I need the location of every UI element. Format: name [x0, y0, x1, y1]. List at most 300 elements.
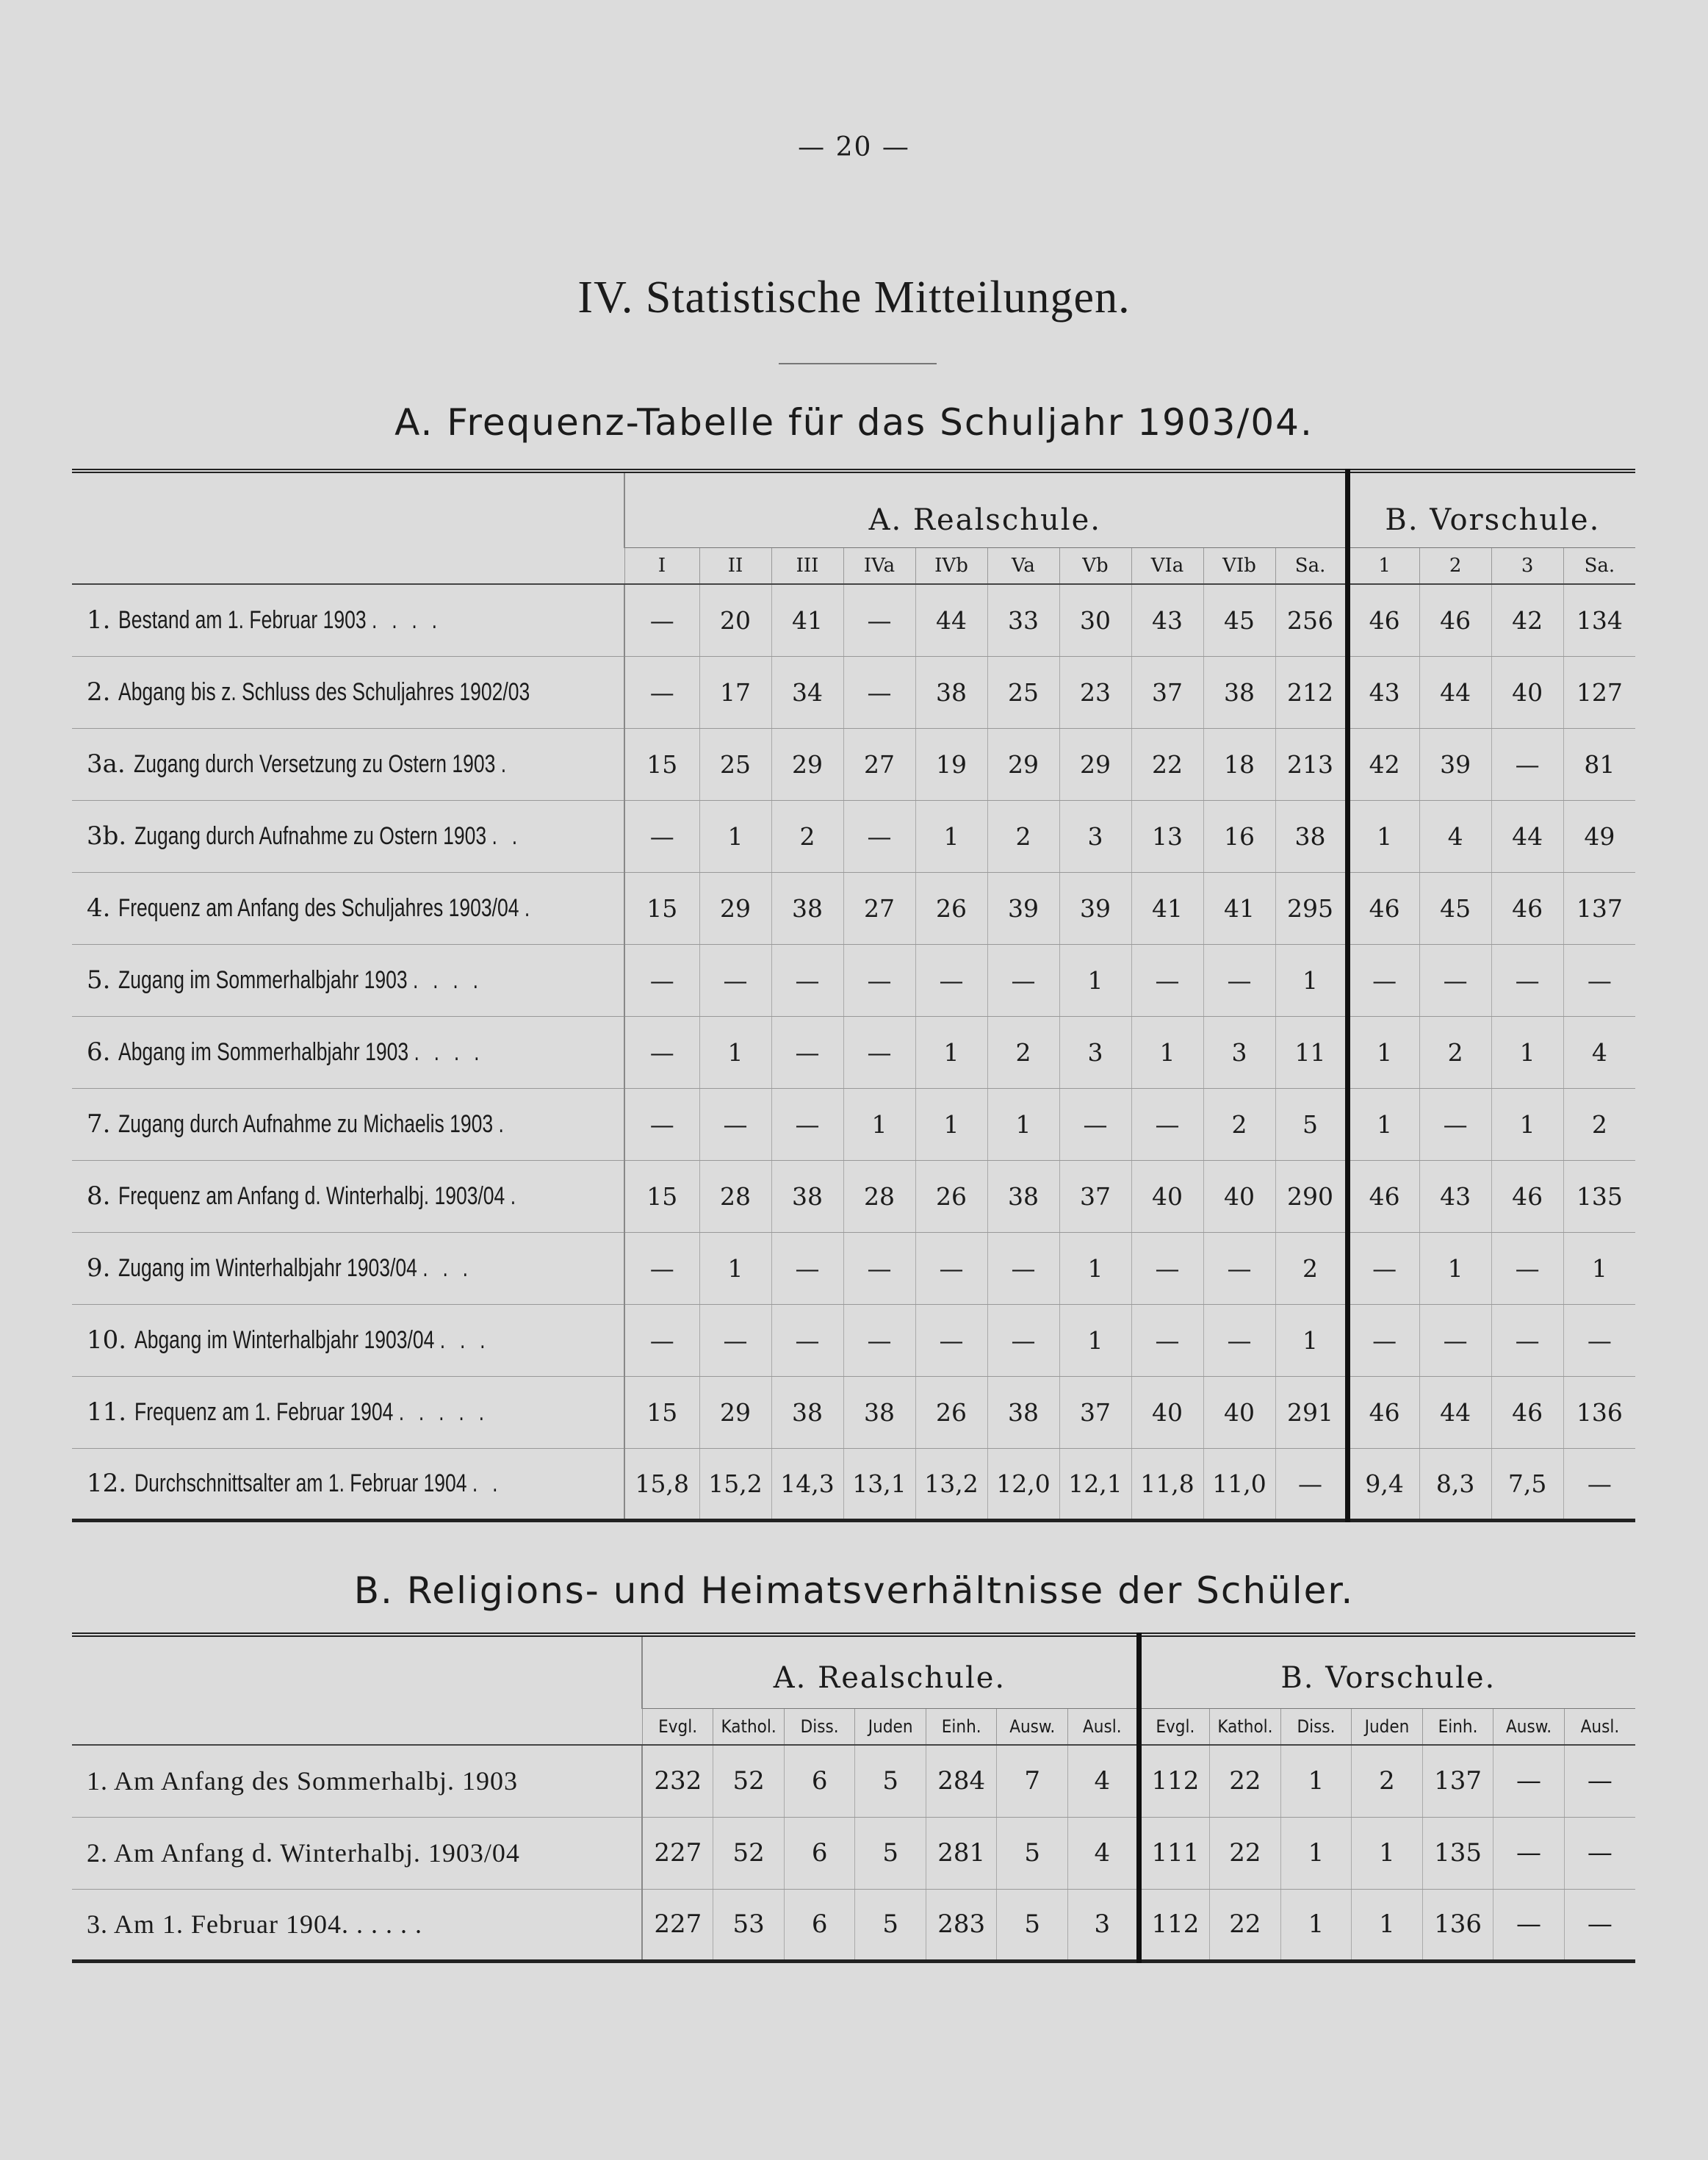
table-cell: 39	[1419, 728, 1491, 800]
row-leader-dots: .	[525, 894, 535, 922]
table-cell: 53	[713, 1889, 785, 1961]
table-cell: 1	[699, 1016, 771, 1088]
row-label-name: Durchschnittsalter am 1. Februar 1904	[134, 1469, 467, 1497]
table-cell: 1	[1059, 1232, 1131, 1304]
table-cell: 2	[771, 800, 843, 872]
row-label-name: Zugang im Winterhalbjahr 1903/04	[118, 1254, 418, 1282]
row-label-text	[134, 822, 522, 851]
table-row	[72, 1448, 1635, 1520]
table-cell: 5	[855, 1889, 926, 1961]
table-cell: 20	[699, 584, 771, 656]
table-row	[72, 728, 1635, 800]
table-cell: 30	[1059, 584, 1131, 656]
table-cell: 127	[1563, 656, 1635, 728]
table-cell: 28	[699, 1160, 771, 1232]
row-label-text	[118, 606, 442, 635]
row-label-text	[134, 1469, 502, 1498]
column-header: Juden	[855, 1708, 926, 1745]
table-cell: 25	[987, 656, 1059, 728]
table-cell: —	[987, 1232, 1059, 1304]
table-cell: 256	[1275, 584, 1347, 656]
table-cell: 28	[843, 1160, 915, 1232]
table-cell: 38	[771, 1376, 843, 1448]
table-cell: 43	[1347, 656, 1419, 728]
column-header: Evgl.	[642, 1708, 713, 1745]
table-cell: 38	[915, 656, 987, 728]
row-leader-dots: .	[500, 750, 511, 778]
table-cell: 136	[1422, 1889, 1493, 1961]
religion-table-label-header	[72, 1708, 642, 1745]
table-cell: —	[1491, 1232, 1563, 1304]
table-row	[72, 872, 1635, 944]
column-header: Kathol.	[1210, 1708, 1281, 1745]
table-cell: 135	[1563, 1160, 1635, 1232]
row-label	[72, 1088, 624, 1160]
column-header: Evgl.	[1139, 1708, 1210, 1745]
realschule-group-header: A. Realschule.	[624, 471, 1347, 547]
table-cell: —	[699, 1088, 771, 1160]
table-cell: 26	[915, 1160, 987, 1232]
table-cell: 12,0	[987, 1448, 1059, 1520]
table-cell: —	[1347, 944, 1419, 1016]
religion-table-title: B. Religions- und Heimatsverhältnisse der Schüler.	[353, 1569, 1355, 1612]
table-cell: 19	[915, 728, 987, 800]
row-index: 7.	[87, 1109, 111, 1139]
table-cell: —	[624, 1232, 699, 1304]
row-leader-dots: . . .	[422, 1254, 473, 1282]
table-cell: 25	[699, 728, 771, 800]
table-cell: 1	[1059, 944, 1131, 1016]
table-cell: 46	[1491, 1376, 1563, 1448]
table-cell: 15	[624, 728, 699, 800]
table-cell: —	[1275, 1448, 1347, 1520]
column-header: Sa.	[1563, 547, 1635, 584]
frequency-table-title: A. Frequenz-Tabelle für das Schuljahr 1903/04.	[394, 401, 1314, 444]
table-cell: 38	[1203, 656, 1275, 728]
table-cell: 17	[699, 656, 771, 728]
table-cell: 40	[1491, 656, 1563, 728]
table-cell: —	[1491, 1304, 1563, 1376]
table-cell: 46	[1419, 584, 1491, 656]
row-label-text	[118, 678, 530, 707]
table-row	[72, 656, 1635, 728]
column-header: IVa	[843, 547, 915, 584]
table-cell: 136	[1563, 1376, 1635, 1448]
table-cell: 45	[1203, 584, 1275, 656]
table-cell: 38	[987, 1160, 1059, 1232]
table-cell: —	[699, 944, 771, 1016]
table-cell: —	[843, 1232, 915, 1304]
table-cell: 29	[771, 728, 843, 800]
table-cell: 4	[1068, 1817, 1139, 1889]
table-cell: 4	[1068, 1745, 1139, 1817]
table-cell: 134	[1563, 584, 1635, 656]
table-cell: 232	[642, 1745, 713, 1817]
row-label-text	[118, 966, 483, 995]
row-leader-dots: . . . . .	[398, 1398, 489, 1426]
row-index: 10.	[87, 1325, 127, 1355]
frequency-table	[72, 469, 1635, 1522]
table-cell: 3	[1059, 1016, 1131, 1088]
row-leader-dots: . . . .	[413, 966, 483, 994]
table-cell: 8,3	[1419, 1448, 1491, 1520]
row-label	[72, 800, 624, 872]
table-cell: —	[624, 1088, 699, 1160]
row-label-name: Bestand am 1. Februar 1903	[118, 606, 367, 635]
row-index: 12.	[87, 1469, 127, 1498]
column-header: Sa.	[1275, 547, 1347, 584]
column-header: Diss.	[1280, 1708, 1352, 1745]
table-cell: 1	[1275, 1304, 1347, 1376]
table-cell: 1	[915, 1088, 987, 1160]
column-header: Va	[987, 547, 1059, 584]
column-header: II	[699, 547, 771, 584]
table-cell: 12,1	[1059, 1448, 1131, 1520]
column-header: Einh.	[926, 1708, 997, 1745]
table-cell: —	[1131, 1088, 1203, 1160]
table-cell: —	[987, 944, 1059, 1016]
table-cell: 1	[1059, 1304, 1131, 1376]
table-cell: 23	[1059, 656, 1131, 728]
row-label	[72, 1232, 624, 1304]
table-cell: —	[987, 1304, 1059, 1376]
table-cell: —	[1419, 944, 1491, 1016]
table-cell: 26	[915, 872, 987, 944]
vorschule-group-header: B. Vorschule.	[1347, 471, 1635, 547]
table-cell: —	[624, 584, 699, 656]
table-cell: —	[915, 1304, 987, 1376]
table-cell: 135	[1422, 1817, 1493, 1889]
table-cell: 1	[1280, 1889, 1352, 1961]
table-cell: 11	[1275, 1016, 1347, 1088]
column-header: 1	[1347, 547, 1419, 584]
table-cell: —	[1491, 728, 1563, 800]
table-cell: —	[624, 656, 699, 728]
table-cell: —	[843, 656, 915, 728]
row-label-name: Zugang durch Versetzung zu Ostern 1903	[133, 750, 495, 778]
row-label-name: Abgang im Sommerhalbjahr 1903	[118, 1038, 409, 1066]
vorschule-group-header-b: B. Vorschule.	[1139, 1635, 1635, 1708]
row-label-name: Zugang im Sommerhalbjahr 1903	[118, 966, 408, 994]
table-cell: 6	[784, 1889, 855, 1961]
table-cell: 27	[843, 872, 915, 944]
table-cell: 290	[1275, 1160, 1347, 1232]
row-label	[72, 728, 624, 800]
table-cell: 13,1	[843, 1448, 915, 1520]
table-cell: 213	[1275, 728, 1347, 800]
table-cell: 4	[1563, 1016, 1635, 1088]
table-cell: —	[624, 800, 699, 872]
table-cell: 212	[1275, 656, 1347, 728]
table-cell: —	[1493, 1889, 1565, 1961]
table-cell: 1	[1563, 1232, 1635, 1304]
table-cell: 1	[1275, 944, 1347, 1016]
table-cell: 1	[1491, 1016, 1563, 1088]
row-label: 2. Am Anfang d. Winterhalbj. 1903/04	[72, 1817, 642, 1889]
table-cell: 37	[1059, 1376, 1131, 1448]
table-cell: —	[1131, 944, 1203, 1016]
table-cell: 81	[1563, 728, 1635, 800]
table-cell: —	[1347, 1304, 1419, 1376]
table-row	[72, 584, 1635, 656]
table-cell: 112	[1139, 1889, 1210, 1961]
table-cell: 38	[771, 1160, 843, 1232]
table-cell: 1	[1491, 1088, 1563, 1160]
table-cell: —	[771, 944, 843, 1016]
table-cell: 2	[1275, 1232, 1347, 1304]
row-index: 9.	[87, 1253, 111, 1283]
table-cell: —	[1203, 1304, 1275, 1376]
row-leader-dots: . .	[491, 822, 522, 850]
table-cell: 11,0	[1203, 1448, 1275, 1520]
table-cell: 15,2	[699, 1448, 771, 1520]
realschule-group-header-b: A. Realschule.	[642, 1635, 1139, 1708]
row-label-text	[118, 1110, 508, 1139]
table-cell: 22	[1210, 1889, 1281, 1961]
row-index: 3b.	[87, 821, 127, 851]
table-cell: 34	[771, 656, 843, 728]
column-header: Diss.	[784, 1708, 855, 1745]
table-row	[72, 800, 1635, 872]
table-row	[72, 944, 1635, 1016]
table-cell: 39	[987, 872, 1059, 944]
table-cell: 283	[926, 1889, 997, 1961]
table-cell: 1	[1352, 1817, 1423, 1889]
table-cell: —	[624, 1304, 699, 1376]
row-label-name: Zugang durch Aufnahme zu Michaelis 1903	[118, 1110, 494, 1138]
table-cell: 46	[1491, 872, 1563, 944]
table-cell: —	[843, 1016, 915, 1088]
row-index: 6.	[87, 1037, 111, 1067]
table-cell: —	[771, 1016, 843, 1088]
row-label-name: Frequenz am 1. Februar 1904	[134, 1398, 394, 1426]
table-cell: 38	[771, 872, 843, 944]
row-label-text	[118, 1254, 472, 1283]
table-cell: 22	[1210, 1817, 1281, 1889]
table-cell: —	[1491, 944, 1563, 1016]
row-label: 3. Am 1. Februar 1904. . . . . .	[87, 1909, 422, 1939]
table-cell: —	[843, 944, 915, 1016]
table-cell: 112	[1139, 1745, 1210, 1817]
table-cell: —	[771, 1304, 843, 1376]
column-header: Ausl.	[1564, 1708, 1635, 1745]
table-cell: 1	[699, 1232, 771, 1304]
table-cell: 3	[1059, 800, 1131, 872]
table-cell: 2	[987, 1016, 1059, 1088]
table-cell: —	[1563, 944, 1635, 1016]
row-label	[72, 1160, 624, 1232]
table-cell: 1	[1280, 1745, 1352, 1817]
table-cell: 33	[987, 584, 1059, 656]
table-cell: 49	[1563, 800, 1635, 872]
row-label-text	[134, 1326, 490, 1355]
table-cell: 4	[1419, 800, 1491, 872]
table-cell: 16	[1203, 800, 1275, 872]
table-cell: 42	[1491, 584, 1563, 656]
table-cell: 37	[1059, 1160, 1131, 1232]
table-cell: 46	[1347, 1376, 1419, 1448]
column-header: Juden	[1352, 1708, 1423, 1745]
column-header: Ausl.	[1068, 1708, 1139, 1745]
column-header: III	[771, 547, 843, 584]
table-cell: —	[624, 944, 699, 1016]
table-cell: 43	[1131, 584, 1203, 656]
table-cell: 1	[1131, 1016, 1203, 1088]
table-cell: 291	[1275, 1376, 1347, 1448]
table-cell: 22	[1210, 1745, 1281, 1817]
row-label	[72, 1376, 624, 1448]
table-cell: 1	[1419, 1232, 1491, 1304]
table-row	[72, 1304, 1635, 1376]
row-index: 5.	[87, 965, 111, 995]
column-header: Vb	[1059, 547, 1131, 584]
table-cell: 29	[699, 1376, 771, 1448]
row-label-name: Frequenz am Anfang des Schuljahres 1903/04	[118, 894, 519, 922]
table-cell: —	[624, 1016, 699, 1088]
row-label: 1. Am Anfang des Sommerhalbj. 1903	[72, 1745, 642, 1817]
table-cell: 1	[1352, 1889, 1423, 1961]
table-cell: 15	[624, 1160, 699, 1232]
table-cell: 5	[997, 1889, 1068, 1961]
table-row	[72, 1745, 1635, 1817]
table-cell: 5	[1275, 1088, 1347, 1160]
column-header: Kathol.	[713, 1708, 785, 1745]
table-cell: —	[1563, 1304, 1635, 1376]
row-leader-dots: . . .	[439, 1326, 490, 1354]
row-label-text	[118, 894, 534, 923]
column-header: Einh.	[1422, 1708, 1493, 1745]
table-cell: 13,2	[915, 1448, 987, 1520]
row-label-name: Abgang bis z. Schluss des Schuljahres 1902/03	[118, 678, 530, 706]
row-leader-dots: .	[510, 1182, 521, 1210]
table-cell: —	[1493, 1817, 1565, 1889]
table-cell: 284	[926, 1745, 997, 1817]
frequency-table-label-header	[72, 547, 624, 584]
row-index: 8.	[87, 1181, 111, 1211]
table-cell: 13	[1131, 800, 1203, 872]
row-leader-dots: . . . .	[372, 606, 442, 635]
table-cell: 43	[1419, 1160, 1491, 1232]
table-cell: —	[1131, 1232, 1203, 1304]
table-cell: 27	[843, 728, 915, 800]
table-cell: —	[1203, 944, 1275, 1016]
table-cell: 40	[1131, 1376, 1203, 1448]
table-cell: —	[1419, 1304, 1491, 1376]
table-cell: 29	[1059, 728, 1131, 800]
row-label	[72, 1448, 624, 1520]
page-title: IV. Statistische Mitteilungen.	[577, 273, 1131, 323]
row-label-text	[118, 1038, 484, 1067]
table-cell: 1	[1347, 1088, 1419, 1160]
table-cell: 15	[624, 872, 699, 944]
column-header: VIa	[1131, 547, 1203, 584]
table-cell: 44	[915, 584, 987, 656]
table-cell: —	[1493, 1745, 1565, 1817]
title-rule	[779, 363, 937, 364]
religion-table	[72, 1632, 1635, 1963]
table-cell: 2	[1203, 1088, 1275, 1160]
table-cell: —	[1347, 1232, 1419, 1304]
table-cell: 52	[713, 1817, 785, 1889]
table-cell: —	[1564, 1817, 1635, 1889]
table-cell: 38	[987, 1376, 1059, 1448]
column-header: 2	[1419, 547, 1491, 584]
frequency-table-corner	[72, 471, 624, 547]
column-header: Ausw.	[1493, 1708, 1565, 1745]
table-cell: 1	[1347, 1016, 1419, 1088]
table-cell: —	[1564, 1745, 1635, 1817]
row-leader-dots: . .	[472, 1469, 502, 1497]
table-cell: —	[771, 1088, 843, 1160]
table-cell: 1	[843, 1088, 915, 1160]
table-cell: 5	[855, 1817, 926, 1889]
table-cell: 38	[1275, 800, 1347, 872]
table-row	[72, 1889, 1635, 1961]
table-cell: 281	[926, 1817, 997, 1889]
table-cell: 2	[1563, 1088, 1635, 1160]
table-cell: 2	[987, 800, 1059, 872]
table-cell: 5	[855, 1745, 926, 1817]
row-label-name: Abgang im Winterhalbjahr 1903/04	[134, 1326, 435, 1354]
table-cell: —	[1564, 1889, 1635, 1961]
table-cell: 227	[642, 1817, 713, 1889]
column-header: IVb	[915, 547, 987, 584]
table-cell: —	[771, 1232, 843, 1304]
table-cell: 15,8	[624, 1448, 699, 1520]
table-cell: —	[843, 1304, 915, 1376]
row-label-name: Frequenz am Anfang d. Winterhalbj. 1903/04	[118, 1182, 505, 1210]
table-cell: 1	[915, 1016, 987, 1088]
row-label	[72, 656, 624, 728]
table-cell: 26	[915, 1376, 987, 1448]
table-row	[72, 1232, 1635, 1304]
table-cell: 44	[1419, 1376, 1491, 1448]
table-cell: 295	[1275, 872, 1347, 944]
table-cell: 7	[997, 1745, 1068, 1817]
table-cell: 137	[1422, 1745, 1493, 1817]
column-header: 3	[1491, 547, 1563, 584]
table-cell: 46	[1347, 1160, 1419, 1232]
table-cell: 1	[1347, 800, 1419, 872]
row-label	[72, 584, 624, 656]
religion-table-corner	[72, 1635, 642, 1708]
row-index: 11.	[87, 1397, 127, 1427]
row-label-text	[134, 1398, 489, 1427]
table-cell: 3	[1068, 1889, 1139, 1961]
table-cell: —	[1419, 1088, 1491, 1160]
table-cell: —	[915, 1232, 987, 1304]
table-cell: 41	[1131, 872, 1203, 944]
table-cell: 7,5	[1491, 1448, 1563, 1520]
table-cell: 5	[997, 1817, 1068, 1889]
row-leader-dots: . . . .	[414, 1038, 484, 1066]
page-number: — 20 —	[798, 132, 910, 162]
table-cell: —	[843, 584, 915, 656]
table-cell: 15	[624, 1376, 699, 1448]
table-cell: 38	[843, 1376, 915, 1448]
table-row	[72, 1160, 1635, 1232]
table-cell: 18	[1203, 728, 1275, 800]
table-cell: —	[843, 800, 915, 872]
column-header: I	[624, 547, 699, 584]
table-cell: —	[1203, 1232, 1275, 1304]
row-label	[72, 1016, 624, 1088]
table-cell: 9,4	[1347, 1448, 1419, 1520]
row-index: 3a.	[87, 749, 126, 779]
row-label	[72, 1304, 624, 1376]
table-cell: 40	[1131, 1160, 1203, 1232]
row-label-text	[134, 750, 511, 779]
